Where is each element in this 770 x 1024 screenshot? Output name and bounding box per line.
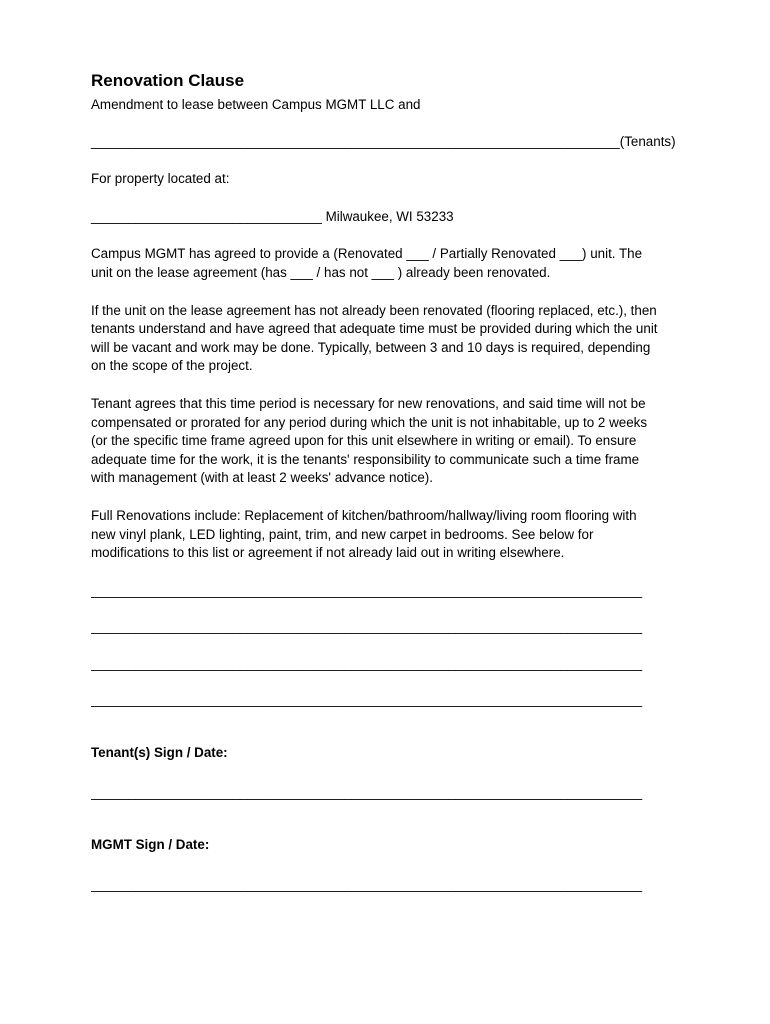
paragraph-line: new vinyl plank, LED lighting, paint, trim, and new carpet in bedrooms. See below for	[91, 526, 594, 542]
modification-line-2[interactable]: __________________________________________________________________________	[91, 619, 643, 635]
tenant-signature-line[interactable]: __________________________________________________________________________	[91, 784, 643, 800]
mgmt-sign-label: MGMT Sign / Date:	[91, 837, 210, 853]
paragraph-vacancy-terms	[91, 302, 691, 376]
tenants-blank-line: _______________________________________________________________________(Tenants)	[91, 133, 676, 149]
document-title: Renovation Clause	[91, 71, 245, 90]
paragraph-line: If the unit on the lease agreement has not already been renovated (flooring replaced, etc.), then	[91, 302, 657, 318]
paragraph-line: Full Renovations include: Replacement of kitchen/bathroom/hallway/living room flooring with	[91, 507, 637, 523]
paragraph-line: adequate time for the work, it is the tenants' responsibility to communicate such a time frame	[91, 451, 640, 467]
property-label: For property located at:	[91, 171, 230, 187]
paragraph-line: with management (with at least 2 weeks' advance notice).	[91, 470, 433, 486]
paragraph-line: modifications to this list or agreement if not already laid out in writing elsewhere.	[91, 545, 565, 561]
tenant-sign-label: Tenant(s) Sign / Date:	[91, 745, 228, 761]
paragraph-line: tenants understand and have agreed that adequate time must be provided during which the unit	[91, 321, 658, 337]
paragraph-time-period-terms	[91, 395, 691, 488]
paragraph-line: will be vacant and work may be done. Typically, between 3 and 10 days is required, depending	[91, 339, 651, 355]
modification-line-1[interactable]: __________________________________________________________________________	[91, 582, 643, 598]
paragraph-renovation-status	[91, 245, 691, 282]
document-page	[91, 70, 691, 894]
property-address-line: _______________________________ Milwaukee, WI 53233	[91, 208, 454, 224]
document-subtitle: Amendment to lease between Campus MGMT LLC and	[91, 97, 421, 112]
paragraph-line: compensated or prorated for any period during which the unit is not inhabitable, up to 2 weeks	[91, 414, 648, 430]
modification-line-4[interactable]: __________________________________________________________________________	[91, 692, 643, 708]
paragraph-full-renovations	[91, 507, 691, 563]
paragraph-line: unit on the lease agreement (has ___ / has not ___ ) already been renovated.	[91, 264, 551, 280]
paragraph-line: Tenant agrees that this time period is necessary for new renovations, and said time will not be	[91, 395, 646, 411]
paragraph-line: Campus MGMT has agreed to provide a (Renovated ___ / Partially Renovated ___) unit. The	[91, 246, 643, 262]
mgmt-signature-line[interactable]: __________________________________________________________________________	[91, 876, 643, 892]
paragraph-line: on the scope of the project.	[91, 358, 253, 374]
modification-line-3[interactable]: __________________________________________________________________________	[91, 655, 643, 671]
paragraph-line: (or the specific time frame agreed upon for this unit elsewhere in writing or email). To ensure	[91, 433, 637, 449]
